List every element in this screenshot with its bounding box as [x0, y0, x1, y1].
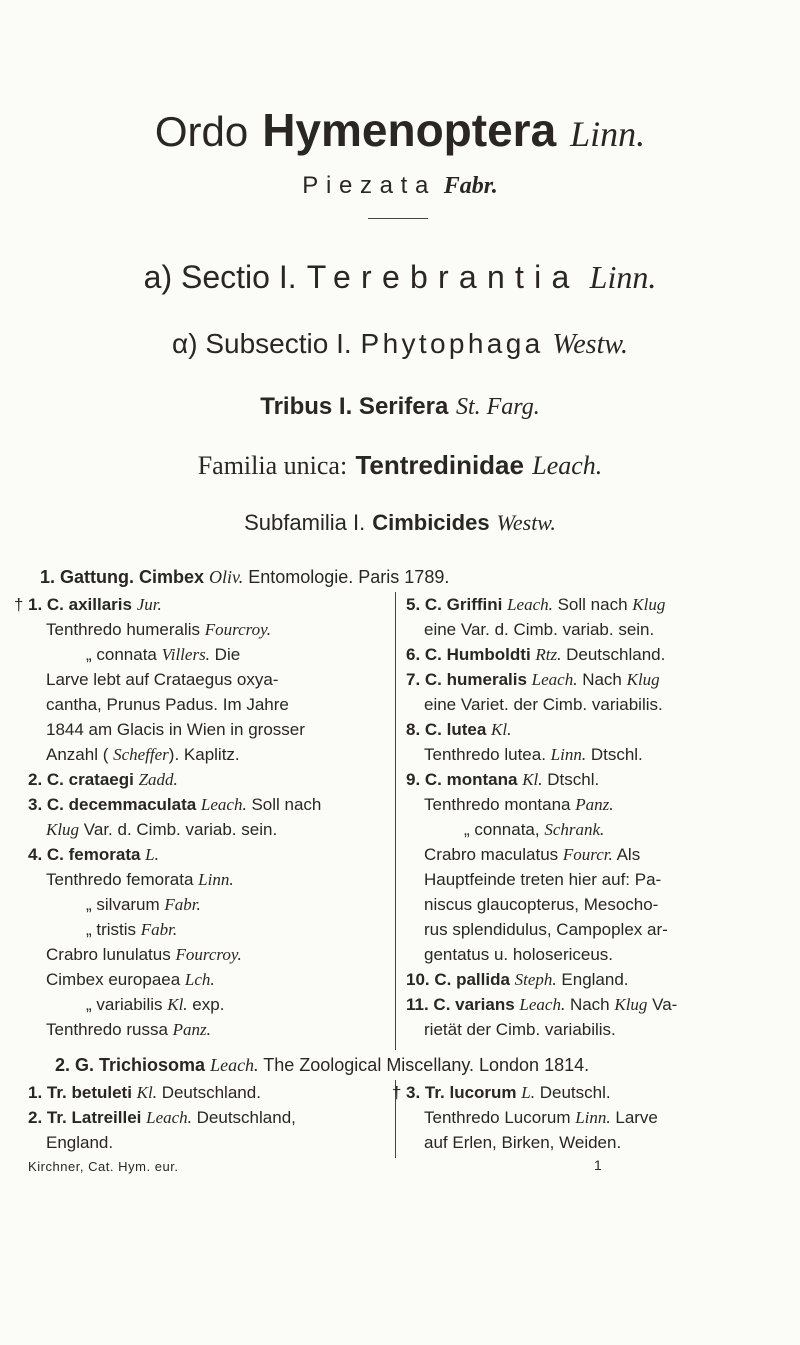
- entry-text: Larve: [610, 1108, 658, 1127]
- genus-1-left-line: [28, 842, 394, 867]
- entry-text: Nach: [577, 670, 627, 689]
- entry-text: Var. d. Cimb. variab. sein.: [79, 820, 278, 839]
- author-name: Linn.: [550, 745, 587, 764]
- genus-1-left-line: [28, 717, 394, 742]
- entry-text: Cimbex europaea: [46, 970, 185, 989]
- entry-text: rietät der Cimb. variabilis.: [424, 1020, 616, 1039]
- entry-number: 1.: [28, 1083, 47, 1102]
- genus-1-left-line: [28, 642, 394, 667]
- genus-1-reference: Entomologie. Paris 1789.: [248, 567, 450, 587]
- entry-text: „ tristis: [86, 920, 141, 939]
- author-name: Leach.: [146, 1108, 192, 1127]
- genus-1-left-line: [28, 817, 394, 842]
- sectio-line: [0, 257, 800, 297]
- entry-text: „ silvarum: [86, 895, 165, 914]
- genus-2-reference: The Zoological Miscellany. London 1814.: [263, 1055, 590, 1075]
- author-name: Zadd.: [138, 770, 178, 789]
- entry-text: niscus glaucopterus, Mesocho-: [424, 895, 659, 914]
- author-name: Kl.: [491, 720, 512, 739]
- author-name: Linn.: [575, 1108, 611, 1127]
- entry-text: Nach: [565, 995, 615, 1014]
- subfamilia-label: Subfamilia I.: [244, 510, 366, 535]
- sectio-author: Linn.: [589, 259, 657, 295]
- column-divider: [395, 592, 396, 1050]
- genus-2-left-column: [28, 1080, 394, 1155]
- species-name: C. crataegi: [46, 770, 139, 789]
- author-name: Villers.: [161, 645, 210, 664]
- genus-1-right-line: [406, 817, 786, 842]
- entry-text: Crabro lunulatus: [46, 945, 176, 964]
- genus-1-right-line: [406, 792, 786, 817]
- ordo-label: Ordo: [154, 108, 249, 155]
- genus-1-right-line: [406, 1017, 786, 1042]
- species-name: Tr. Latreillei: [46, 1108, 147, 1127]
- entry-text: eine Variet. der Cimb. variabilis.: [424, 695, 663, 714]
- genus-1-right-line: [406, 717, 786, 742]
- genus-1-right-line: [406, 992, 786, 1017]
- order-name: Hymenoptera: [262, 104, 557, 156]
- genus-1-right-column: [406, 592, 786, 1042]
- entry-text: Deutschland,: [191, 1108, 296, 1127]
- subsectio-name: Phytophaga: [360, 328, 544, 359]
- genus-2-right-line: [406, 1105, 786, 1130]
- genus-1-author: Oliv.: [209, 567, 244, 587]
- genus-1-right-line: [406, 742, 786, 767]
- genus-2-left-line: [28, 1105, 394, 1130]
- entry-text: Als: [612, 845, 641, 864]
- entry-text: Die: [209, 645, 241, 664]
- author-name: Jur.: [136, 595, 162, 614]
- author-name: Linn.: [198, 870, 234, 889]
- genus-1-left-line: [28, 1017, 394, 1042]
- entry-text: Dtschl.: [542, 770, 600, 789]
- author-name: Scheffer: [113, 745, 169, 764]
- entry-text: gentatus u. holosericeus.: [424, 945, 614, 964]
- tribus-line: [0, 390, 800, 423]
- species-name: C. decemmaculata: [46, 795, 201, 814]
- tribus-label: Tribus I. Serifera: [260, 393, 449, 420]
- genus-1-left-line: [28, 867, 394, 892]
- footer-signature: Kirchner, Cat. Hym. eur.: [28, 1159, 179, 1174]
- species-name: C. femorata: [46, 845, 146, 864]
- genus-2-left-line: [28, 1130, 394, 1155]
- genus-1-left-line: [28, 767, 394, 792]
- entry-number: 4.: [28, 845, 47, 864]
- entry-text: „ connata,: [464, 820, 545, 839]
- species-name: C. lutea: [424, 720, 492, 739]
- entry-text: „ variabilis: [86, 995, 168, 1014]
- author-name: Fourcroy.: [204, 620, 272, 639]
- entry-text: Hauptfeinde treten hier auf: Pa-: [424, 870, 662, 889]
- entry-number: 5.: [406, 595, 425, 614]
- entry-text: Tenthredo russa: [46, 1020, 173, 1039]
- genus-1-right-line: [406, 767, 786, 792]
- species-name: C. pallida: [434, 970, 515, 989]
- genus-2-author: Leach.: [210, 1055, 259, 1075]
- genus-1-right-line: [406, 967, 786, 992]
- genus-1-left-line: [28, 742, 394, 767]
- suborder-author: Fabr.: [443, 173, 498, 199]
- extinct-mark: †: [14, 595, 24, 614]
- author-name: Lch.: [184, 970, 215, 989]
- genus-1-left-line: [28, 917, 394, 942]
- genus-1-right-line: [406, 842, 786, 867]
- author-name: Fabr.: [164, 895, 201, 914]
- familia-author: Leach.: [532, 451, 603, 480]
- genus-1-right-line: [406, 892, 786, 917]
- entry-text: auf Erlen, Birken, Weiden.: [424, 1133, 622, 1152]
- author-name: Leach.: [531, 670, 578, 689]
- subfamilia-line: [0, 508, 800, 539]
- entry-text: Crabro maculatus: [424, 845, 563, 864]
- species-name: Tr. lucorum: [424, 1083, 522, 1102]
- genus-1-right-line: [406, 917, 786, 942]
- sectio-label: a) Sectio I.: [143, 259, 297, 295]
- genus-1-left-line: [28, 617, 394, 642]
- order-title: [0, 105, 800, 159]
- entry-text: Deutschl.: [534, 1083, 611, 1102]
- author-name: Kl.: [136, 1083, 157, 1102]
- entry-number: 2.: [28, 770, 47, 789]
- genus-1-left-line: [28, 692, 394, 717]
- genus-2-right-line: [406, 1130, 786, 1155]
- genus-1-right-line: [406, 592, 786, 617]
- entry-number: 1.: [28, 595, 47, 614]
- entry-number: 11.: [406, 995, 434, 1014]
- genus-2-title: 2. G. Trichiosoma: [55, 1055, 206, 1075]
- subsectio-author: Westw.: [552, 329, 628, 360]
- entry-text: Tenthredo montana: [424, 795, 576, 814]
- page-number: 1: [594, 1157, 602, 1173]
- genus-2-right-column: [392, 1080, 786, 1155]
- genus-1-left-line: [28, 792, 394, 817]
- entry-text: Tenthredo lutea.: [424, 745, 551, 764]
- author-name: Steph.: [514, 970, 557, 989]
- genus-1-heading: [40, 564, 449, 590]
- entry-number: 3.: [406, 1083, 425, 1102]
- genus-1-left-line: [14, 592, 394, 617]
- species-name: Tr. betuleti: [46, 1083, 137, 1102]
- species-name: C. varians: [433, 995, 520, 1014]
- divider: [368, 218, 428, 219]
- entry-text: Tenthredo humeralis: [46, 620, 205, 639]
- entry-text: Anzahl (: [46, 745, 114, 764]
- author-name: Fourcr.: [562, 845, 613, 864]
- entry-text: „ connata: [86, 645, 162, 664]
- genus-1-left-line: [28, 667, 394, 692]
- entry-text: 1844 am Glacis in Wien in grosser: [46, 720, 305, 739]
- familia-label: Familia unica:: [197, 451, 348, 480]
- genus-1-right-line: [406, 692, 786, 717]
- entry-number: 2.: [28, 1108, 47, 1127]
- familia-line: [0, 448, 800, 483]
- author-name: L.: [521, 1083, 535, 1102]
- genus-1-left-line: [28, 892, 394, 917]
- author-name: Kl.: [167, 995, 188, 1014]
- entry-text: Deutschland.: [561, 645, 666, 664]
- extinct-mark: †: [392, 1083, 402, 1102]
- entry-number: 9.: [406, 770, 425, 789]
- entry-text: Tenthredo Lucorum: [424, 1108, 576, 1127]
- genus-2-heading: [55, 1052, 589, 1078]
- entry-text: England.: [556, 970, 629, 989]
- subfamilia-author: Westw.: [496, 510, 556, 535]
- genus-1-right-line: [406, 667, 786, 692]
- genus-1-left-line: [28, 967, 394, 992]
- author-name: Fourcroy.: [175, 945, 242, 964]
- familia-name: Tentredinidae: [355, 450, 524, 480]
- author-name: Fabr.: [140, 920, 178, 939]
- tribus-author: St. Farg.: [455, 394, 540, 420]
- author-name: Rtz.: [535, 645, 562, 664]
- author-name: Schrank.: [544, 820, 605, 839]
- order-author: Linn.: [570, 114, 646, 154]
- genus-1-right-line: [406, 642, 786, 667]
- species-name: C. axillaris: [46, 595, 137, 614]
- author-name: Klug: [626, 670, 660, 689]
- genus-1-right-line: [406, 867, 786, 892]
- entry-text: Dtschl.: [586, 745, 643, 764]
- entry-text: Deutschland.: [156, 1083, 261, 1102]
- genus-1-title: 1. Gattung. Cimbex: [40, 567, 205, 587]
- genus-1-left-line: [28, 942, 394, 967]
- entry-text: Soll nach: [552, 595, 633, 614]
- entry-text: Soll nach: [246, 795, 322, 814]
- genus-1-right-line: [406, 617, 786, 642]
- genus-1-left-column: [14, 592, 394, 1042]
- entry-text: Tenthredo femorata: [46, 870, 199, 889]
- author-name: Kl.: [522, 770, 543, 789]
- entry-text: England.: [46, 1133, 114, 1152]
- entry-text: eine Var. d. Cimb. variab. sein.: [424, 620, 655, 639]
- author-name: Panz.: [172, 1020, 211, 1039]
- genus-1-right-line: [406, 942, 786, 967]
- entry-text: rus splendidulus, Campoplex ar-: [424, 920, 668, 939]
- species-name: C. Griffini: [424, 595, 508, 614]
- entry-text: Larve lebt auf Crataegus oxya-: [46, 670, 279, 689]
- author-name: Leach.: [200, 795, 247, 814]
- entry-number: 3.: [28, 795, 47, 814]
- subsectio-label: α) Subsectio I.: [172, 328, 352, 359]
- genus-1-left-line: [28, 992, 394, 1017]
- subfamilia-name: Cimbicides: [372, 510, 490, 535]
- species-name: C. montana: [424, 770, 523, 789]
- entry-text: Va-: [647, 995, 678, 1014]
- entry-number: 7.: [406, 670, 425, 689]
- entry-number: 8.: [406, 720, 425, 739]
- author-name: Leach.: [507, 595, 553, 614]
- author-name: Leach.: [519, 995, 566, 1014]
- sectio-name: Terebrantia: [306, 259, 580, 295]
- author-name: Klug: [614, 995, 648, 1014]
- entry-text: ). Kaplitz.: [168, 745, 240, 764]
- entry-number: 6.: [406, 645, 425, 664]
- genus-2-left-line: [28, 1080, 394, 1105]
- species-name: C. Humboldti: [424, 645, 536, 664]
- author-name: Klug: [632, 595, 666, 614]
- entry-number: 10.: [406, 970, 435, 989]
- author-name: Panz.: [575, 795, 614, 814]
- author-name: Klug: [46, 820, 80, 839]
- suborder-line: [0, 170, 800, 201]
- subsectio-line: [0, 326, 800, 363]
- suborder-name: Piezata: [302, 172, 437, 199]
- entry-text: cantha, Prunus Padus. Im Jahre: [46, 695, 289, 714]
- entry-text: exp.: [187, 995, 225, 1014]
- author-name: L.: [145, 845, 159, 864]
- genus-2-right-line: [392, 1080, 786, 1105]
- species-name: C. humeralis: [424, 670, 532, 689]
